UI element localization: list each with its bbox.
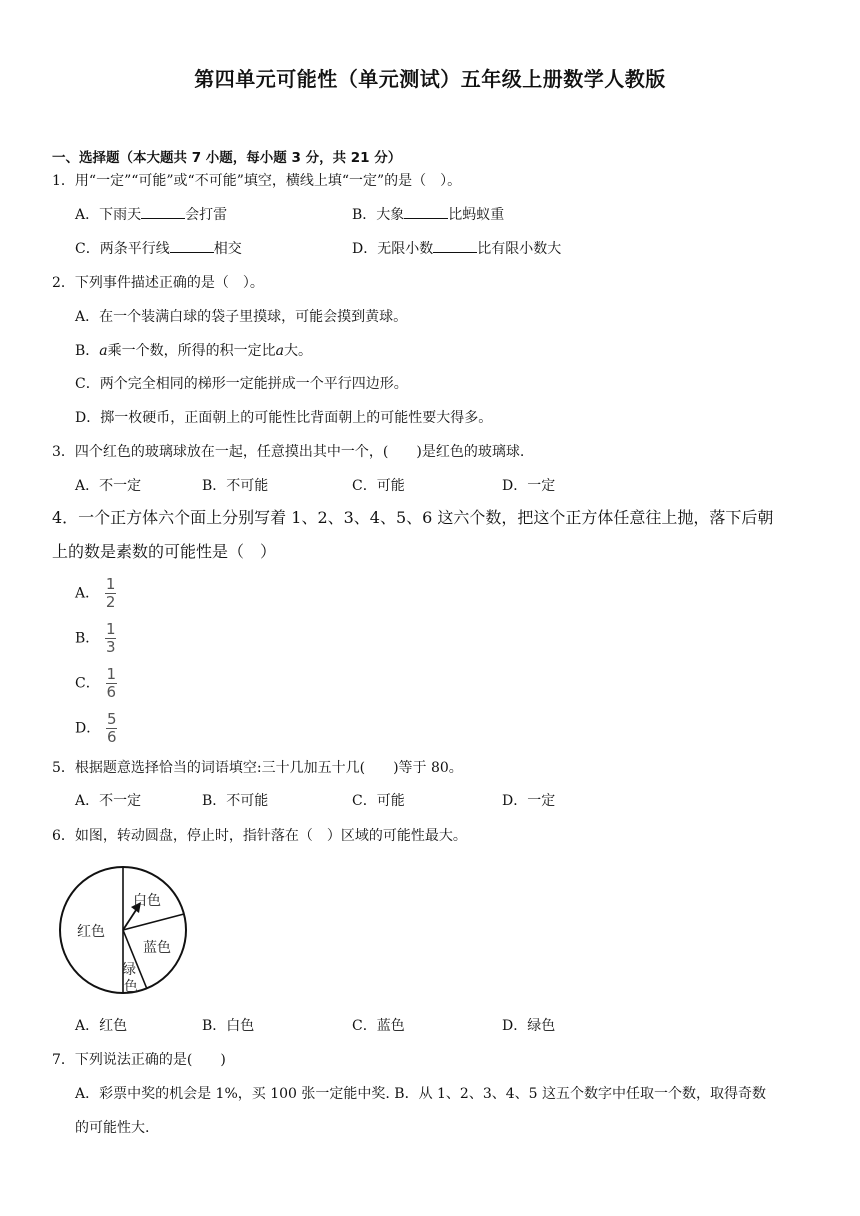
fraction [105,622,116,655]
question-3-option-d[interactable]: D．一定 [502,478,556,494]
question-4-option-c[interactable] [75,667,117,700]
question-3-option-b[interactable]: B．不可能 [202,478,269,494]
question-1-stem: 1．用“一定”“可能”或“不可能”填空，横线上填“一定”的是（ ）。 [52,173,462,189]
option-label: A． [75,585,100,602]
question-4-stem-line-2: 上的数是素数的可能性是（ ） [52,542,277,561]
option-label: C． [75,675,100,692]
question-5-option-b[interactable]: B．不可能 [202,793,269,809]
option-label: D． [75,720,101,737]
question-7-options-line-2: 的可能性大. [75,1120,150,1136]
question-1-option-a[interactable] [75,205,227,225]
option-text: 比蚂蚁重 [448,207,505,223]
fill-blank [404,205,448,219]
denominator: 6 [106,728,117,746]
fraction [105,577,116,610]
region-label-white: 白色 [133,893,161,909]
denominator: 3 [106,638,116,656]
denominator: 2 [105,593,116,611]
numerator: 1 [106,620,116,638]
question-6-stem: 6．如图，转动圆盘，停止时，指针落在（ ）区域的可能性最大。 [52,828,467,844]
question-4-option-a[interactable] [75,577,116,610]
option-text: D．无限小数 [352,241,434,257]
question-4-option-b[interactable] [75,622,116,655]
denominator: 6 [106,683,116,701]
fraction [106,712,117,745]
question-7-stem: 7．下列说法正确的是( ) [52,1052,226,1068]
option-text: C．两条平行线 [75,241,170,257]
region-label-blue: 蓝色 [143,940,171,956]
variable-a: a [275,343,285,359]
option-text: 大。 [284,343,313,359]
question-5-option-d[interactable]: D．一定 [502,793,556,809]
region-label-red: 红色 [77,924,105,940]
question-1-option-b[interactable] [352,205,504,225]
question-6-option-d[interactable]: D．绿色 [502,1018,556,1034]
option-text: B．大象 [352,207,405,223]
option-text: 比有限小数大 [477,241,562,257]
question-2-option-a[interactable]: A．在一个装满白球的袋子里摸球，可能会摸到黄球。 [75,309,408,325]
option-label: B． [75,343,100,359]
question-2-stem: 2．下列事件描述正确的是（ ）。 [52,275,264,291]
question-2-option-b[interactable] [75,341,312,361]
question-6-option-b[interactable]: B．白色 [202,1018,255,1034]
question-6-option-c[interactable]: C．蓝色 [352,1018,405,1034]
fraction [106,667,117,700]
question-4-option-d[interactable] [75,712,117,745]
fill-blank [170,239,214,253]
option-text: A．下雨天 [75,207,142,223]
question-1-option-d[interactable] [352,239,561,259]
region-label-green: 绿 [122,962,136,978]
option-text: 乘一个数，所得的积一定比 [107,343,276,359]
question-3-option-c[interactable]: C．可能 [352,478,405,494]
question-7-options-line-1[interactable]: A．彩票中奖的机会是 1%，买 100 张一定能中奖. B．从 1、2、3、4、5 这五个数字中任取一个数，取得奇数 [75,1086,767,1102]
question-3-stem: 3．四个红色的玻璃球放在一起，任意摸出其中一个，( )是红色的玻璃球. [52,444,525,460]
page-title: 第四单元可能性（单元测试）五年级上册数学人教版 [194,67,666,91]
option-text: 会打雷 [185,207,228,223]
fill-blank [433,239,477,253]
variable-a: a [99,343,108,359]
fill-blank [141,205,185,219]
numerator: 1 [105,575,116,593]
question-6-option-a[interactable]: A．红色 [75,1018,128,1034]
question-5-stem: 5．根据题意选择恰当的词语填空:三十几加五十几( )等于 80。 [52,760,463,776]
question-4-stem-line-1: 4．一个正方体六个面上分别写着 1、2、3、4、5、6 这六个数，把这个正方体任意往上抛，落下后朝 [52,508,774,527]
option-label: B． [75,630,100,647]
question-5-option-c[interactable]: C．可能 [352,793,405,809]
region-label-green: 色 [124,979,138,995]
question-1-option-c[interactable] [75,239,242,259]
question-2-option-d[interactable]: D．掷一枚硬币，正面朝上的可能性比背面朝上的可能性要大得多。 [75,410,493,426]
spinner-wheel-diagram [57,862,193,1000]
numerator: 5 [106,710,117,728]
question-5-option-a[interactable]: A．不一定 [75,793,142,809]
question-2-option-c[interactable]: C．两个完全相同的梯形一定能拼成一个平行四边形。 [75,376,408,392]
numerator: 1 [106,665,116,683]
option-text: 相交 [213,241,242,257]
section-heading: 一、选择题（本大题共 7 小题，每小题 3 分，共 21 分） [52,150,402,166]
question-3-option-a[interactable]: A．不一定 [75,478,142,494]
